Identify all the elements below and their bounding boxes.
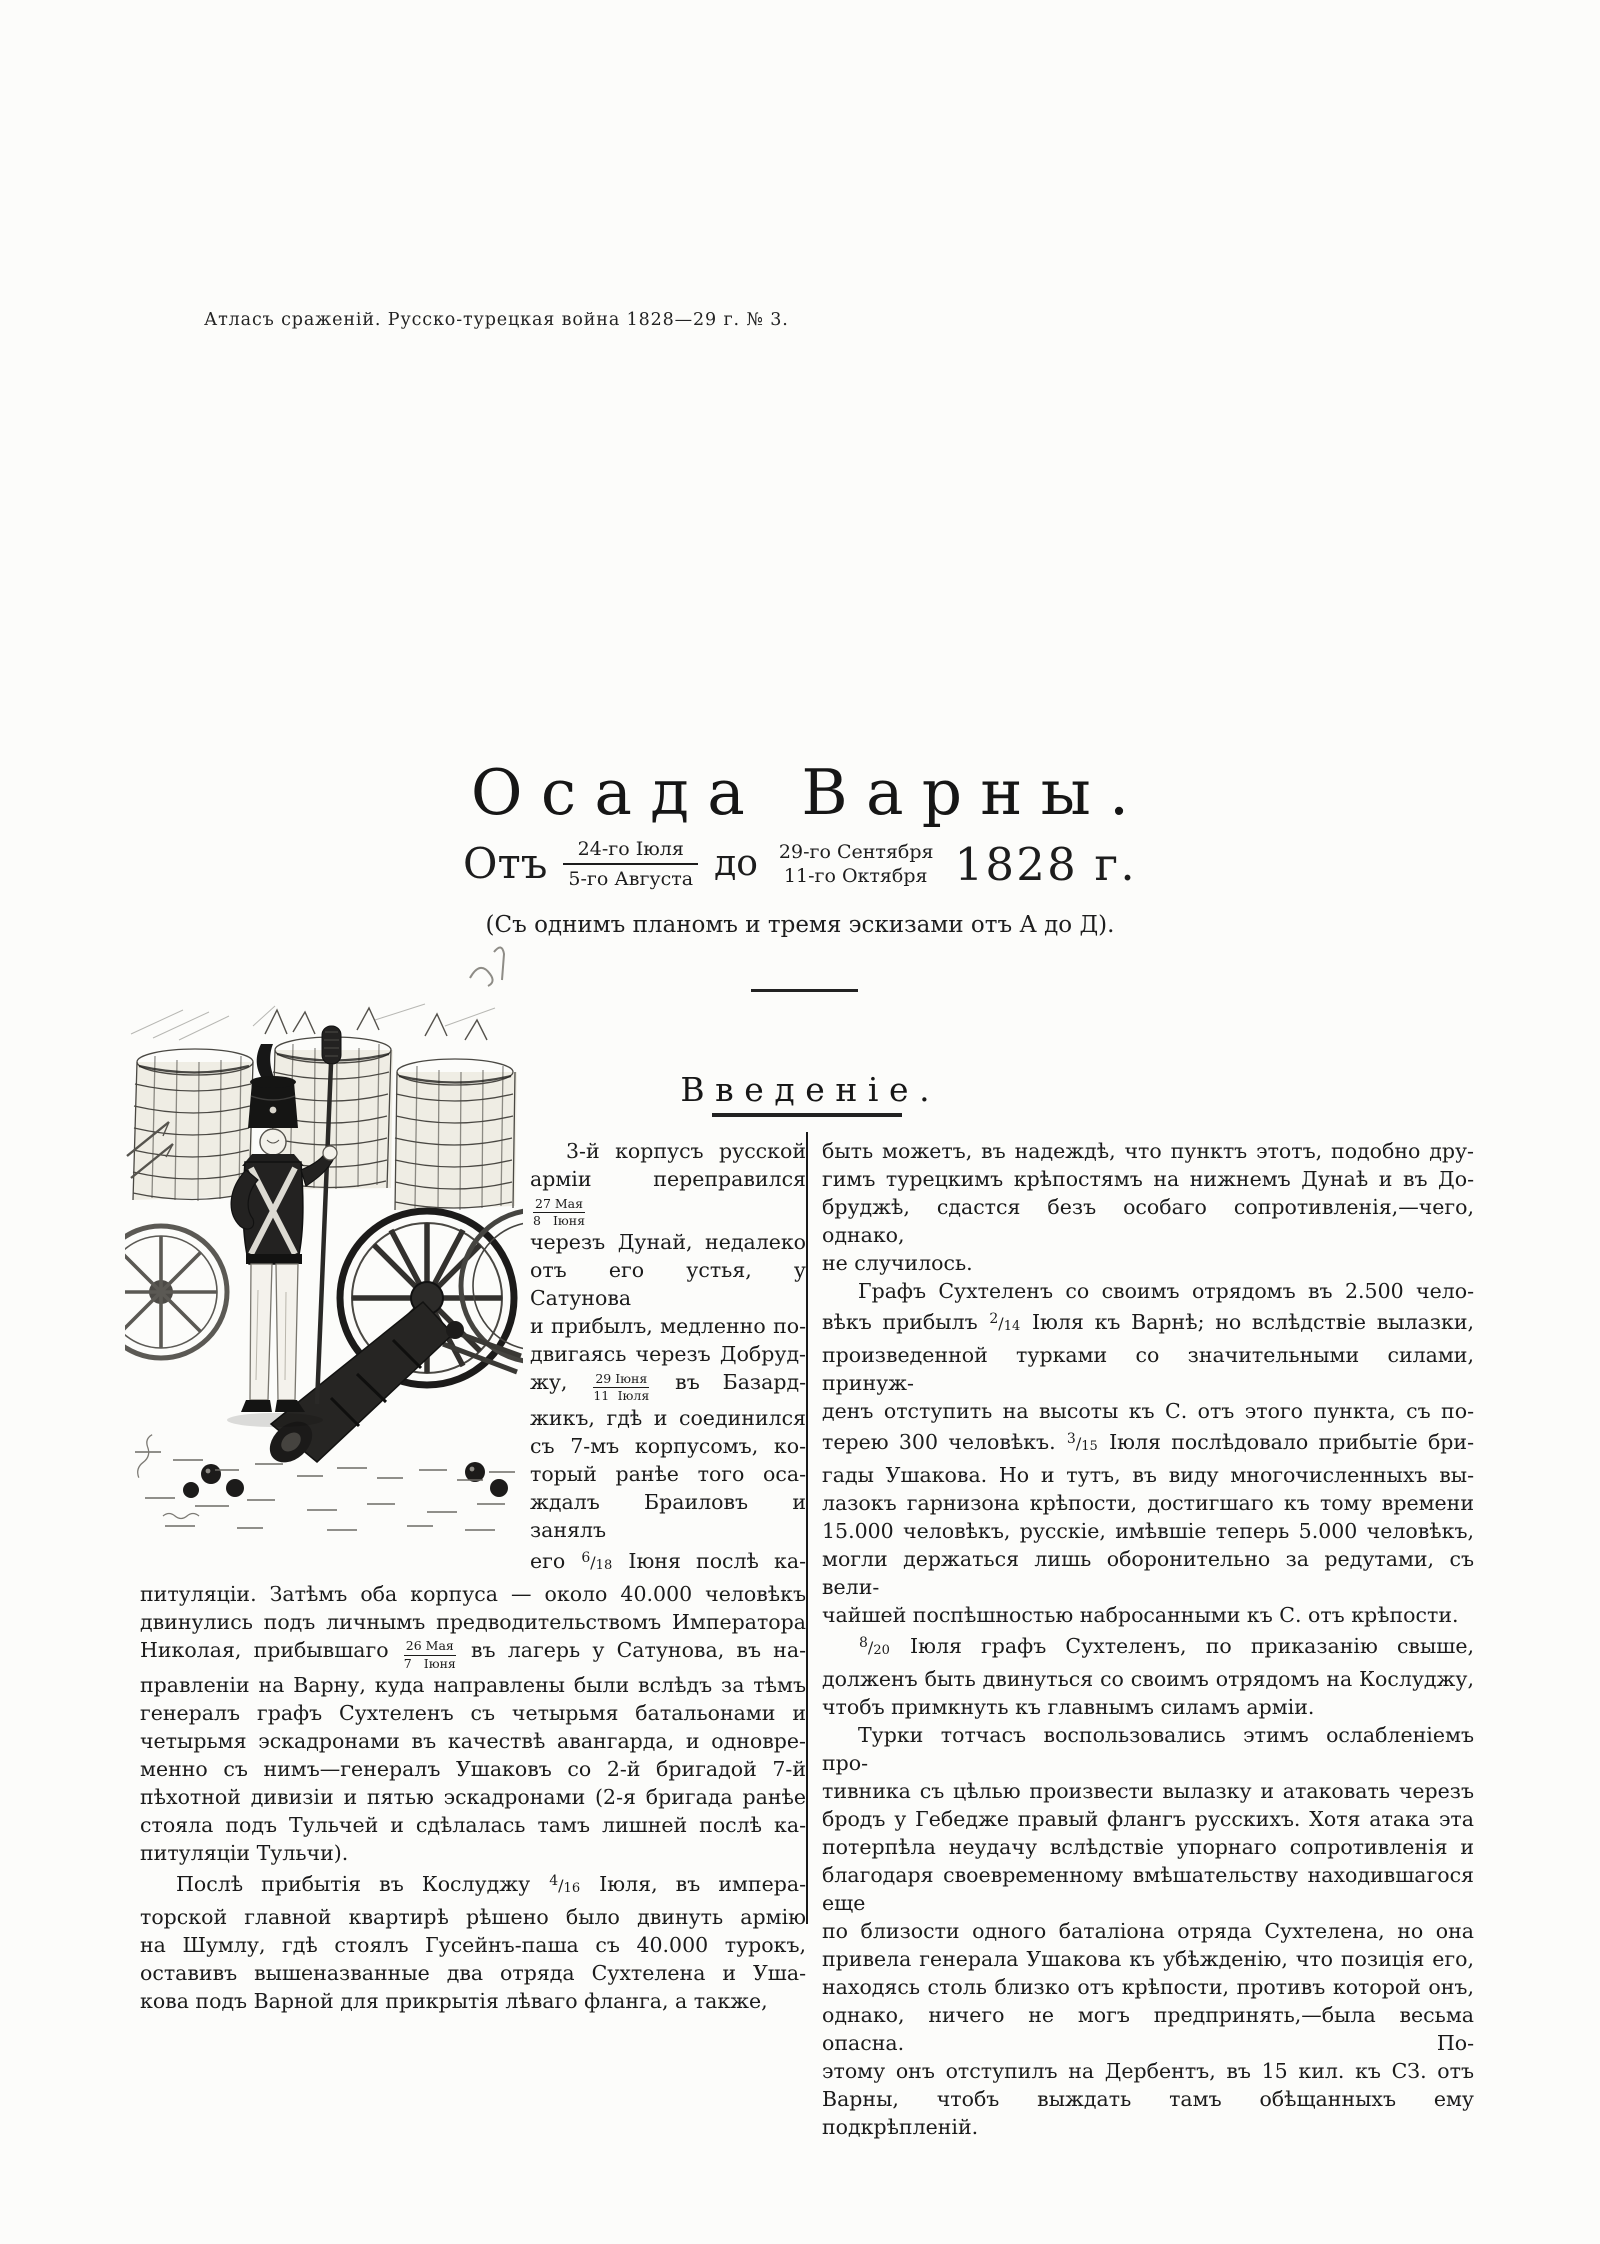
text-line: стояла подъ Тульчей и сдѣлалась тамъ лишней послѣ ка- — [140, 1813, 806, 1838]
left-column — [140, 1137, 806, 2015]
text-line: питуляціи Тульчи). — [140, 1841, 349, 1866]
start-date-fraction — [563, 838, 698, 891]
subtitle: (Съ однимъ планомъ и тремя эскизами отъ А до Д). — [485, 912, 1115, 938]
text-line: черезъ Дунай, недалеко — [530, 1230, 806, 1255]
start-date-new-style: 5-го Августа — [568, 868, 694, 891]
date-year: 1828 г. — [954, 837, 1137, 891]
text-line: чтобъ примкнуть къ главнымъ силамъ арміи. — [822, 1695, 1315, 1719]
text-line: жикъ, гдѣ и соединился — [530, 1405, 806, 1430]
text-line: бруджѣ, сдастся безъ особаго сопротивленія,—чего, однако, — [822, 1195, 1474, 1247]
text-line: питуляціи. Затѣмъ оба корпуса — около 40.000 человѣкъ — [140, 1581, 806, 1606]
text-line: могли держаться лишь оборонительно за редутами, съ вели- — [822, 1547, 1474, 1599]
text-line: тивника съ цѣлью произвести вылазку и атаковать черезъ — [822, 1779, 1474, 1803]
text-line: вѣкъ прибылъ $^2/_{14}$ Іюля къ Варнѣ; но вслѣдствіе вылазки, — [822, 1310, 1474, 1334]
text-line: торской главной квартирѣ рѣшено было двинуть армію — [140, 1905, 806, 1930]
shako — [248, 1082, 298, 1128]
right-column — [822, 1137, 1474, 2141]
text-line: однако, ничего не могъ предпринять,—была весьма опасна. По- — [822, 2003, 1474, 2055]
text-line: гимъ турецкимъ крѣпостямъ на нижнемъ Дунаѣ и въ До- — [822, 1167, 1474, 1191]
text-line: менно съ нимъ—генералъ Ушаковъ со 2-й бригадой 7-й — [140, 1757, 806, 1782]
text-line: денъ отступить на высоты къ С. отъ этого пункта, съ по- — [822, 1399, 1474, 1423]
slash-date-fraction: $^4/_{16}$ — [549, 1873, 581, 1897]
text-line: генералъ графъ Сухтеленъ съ четырьмя батальонами и — [140, 1701, 806, 1726]
slash-date-fraction: $^3/_{15}$ — [1066, 1431, 1098, 1454]
text-line: Варны, чтобъ выждать тамъ обѣщанныхъ ему подкрѣпленій. — [822, 2087, 1474, 2139]
text-line: потерпѣла неудачу вслѣдствіе упорнаго сопротивленія и — [822, 1835, 1474, 1859]
text-line: ждалъ Браиловъ и занялъ — [530, 1489, 806, 1542]
text-line: бродъ у Гебедже правый флангъ русскихъ. Хотя атака эта — [822, 1807, 1474, 1831]
ornament-rule-under-heading — [712, 1113, 902, 1117]
text-line: терею 300 человѣкъ. $^3/_{15}$ Іюля послѣдовало прибытіе бри- — [822, 1430, 1475, 1454]
text-line: Турки тотчасъ воспользовались этимъ ослабленіемъ про- — [822, 1723, 1474, 1775]
end-date-old-style: 29-го Сентября — [778, 841, 934, 863]
left-column-narrow-block — [140, 1137, 806, 1580]
running-header: Атласъ сраженій. Русско-турецкая война 1828—29 г. № 3. — [204, 310, 789, 330]
text-line: благодаря своевременному вмѣшательству находившагося еще — [822, 1863, 1474, 1915]
left-column-full-block — [140, 1580, 806, 2015]
stacked-date-fraction: $\frac{\text{26 Мая}}{\text{7 Іюня}}$ — [403, 1638, 456, 1671]
start-date-old-style: 24-го Іюля — [563, 838, 698, 865]
text-line: кова подъ Варной для прикрытія лѣваго фланга, а также, — [140, 1989, 768, 2014]
text-line: 15.000 человѣкъ, русскіе, имѣвшіе теперь 5.000 человѣкъ, — [822, 1519, 1474, 1543]
ornament-rule-top — [751, 989, 858, 992]
slash-date-fraction: $^6/_{18}$ — [581, 1549, 613, 1573]
text-line: четырьмя эскадронами въ качествѣ авангарда, и одновре- — [140, 1729, 806, 1754]
text-line: привела генерала Ушакова къ убѣжденію, что позиція его, — [822, 1947, 1474, 1971]
text-line: гады Ушакова. Но и тутъ, въ виду многочисленныхъ вы- — [822, 1463, 1474, 1487]
text-line: $^8/_{20}$ Іюля графъ Сухтеленъ, по приказанію свыше, — [859, 1634, 1474, 1658]
text-line: долженъ быть двинуться со своимъ отрядомъ на Кослуджу, — [822, 1667, 1474, 1691]
section-heading: Введеніе. — [680, 1070, 941, 1110]
column-divider — [806, 1132, 808, 1924]
text-line: отъ его устья, у Сатунова — [530, 1258, 806, 1311]
date-range — [0, 838, 1600, 891]
text-line: оставивъ вышеназванные два отряда Сухтелена и Уша- — [140, 1961, 806, 1986]
page-title: Осада Варны. — [470, 756, 1148, 830]
text-line: по близости одного баталіона отряда Сухтелена, но она — [822, 1919, 1474, 1943]
text-line: на Шумлу, гдѣ стоялъ Гусейнъ-паша съ 40.000 турокъ, — [140, 1933, 806, 1958]
stray-pencil-mark — [462, 936, 508, 996]
stacked-date-fraction: $\frac{\text{27 Мая}}{\text{8 Іюня}}$ — [533, 1195, 586, 1228]
slash-date-fraction: $^2/_{14}$ — [989, 1311, 1021, 1334]
date-to-word: до — [714, 843, 758, 885]
end-date-new-style: 11-го Октября — [783, 865, 928, 888]
end-date-fraction — [774, 841, 939, 888]
text-line: торый ранѣе того оса- — [530, 1461, 806, 1486]
text-line: произведенной турками со значительными силами, принуж- — [822, 1343, 1474, 1395]
shako-plume — [257, 1044, 275, 1080]
fascine-tips — [265, 1008, 487, 1040]
text-line: Графъ Сухтеленъ со своимъ отрядомъ въ 2.500 чело- — [858, 1279, 1474, 1303]
date-from-word: Отъ — [463, 839, 548, 889]
text-line: находясь столь близко отъ крѣпости, противъ которой онъ, — [822, 1975, 1474, 1999]
text-line: и прибылъ, медленно по- — [530, 1314, 806, 1339]
text-line: этому онъ отступилъ на Дербентъ, въ 15 кил. къ СЗ. отъ — [822, 2059, 1474, 2083]
text-line: быть можетъ, въ надеждѣ, что пунктъ этотъ, подобно дру- — [822, 1139, 1474, 1163]
text-line: правленіи на Варну, куда направлены были вслѣдъ за тѣмъ — [140, 1673, 806, 1698]
text-line: жу, $\frac{\text{29 Іюня}}{\text{11 Іюля}}$ въ Базард- — [530, 1370, 807, 1404]
text-line: двигаясь черезъ Добруд- — [530, 1342, 806, 1367]
text-line: 3-й корпусъ русской — [566, 1139, 806, 1163]
text-line: Николая, прибывшаго $\frac{\text{26 Мая}}{\text{7 Іюня}}$ въ лагерь у Сатунова, въ на- — [140, 1637, 806, 1671]
text-line: не случилось. — [822, 1251, 973, 1275]
text-line: съ 7-мъ корпусомъ, ко- — [530, 1433, 806, 1458]
text-line: арміи переправился $\frac{\text{27 Мая}}{\text{8 Іюня}}$ — [530, 1167, 806, 1228]
slash-date-fraction: $^8/_{20}$ — [859, 1635, 890, 1658]
text-line: Послѣ прибытія въ Кослуджу $^4/_{16}$ Іюля, въ импера- — [176, 1872, 806, 1897]
text-line: пѣхотной дивизіи и пятью эскадронами (2-я бригада ранѣе — [140, 1785, 806, 1810]
stacked-date-fraction: $\frac{\text{29 Іюня}}{\text{11 Іюля}}$ — [593, 1371, 650, 1404]
text-line: его $^6/_{18}$ Іюня послѣ ка- — [530, 1548, 806, 1573]
text-line: чайшей поспѣшностью набросанными къ С. отъ крѣпости. — [822, 1603, 1459, 1627]
text-line: лазокъ гарнизона крѣпости, достигшаго къ тому времени — [822, 1491, 1474, 1515]
text-line: двинулись подъ личнымъ предводительствомъ Императора — [140, 1609, 806, 1634]
